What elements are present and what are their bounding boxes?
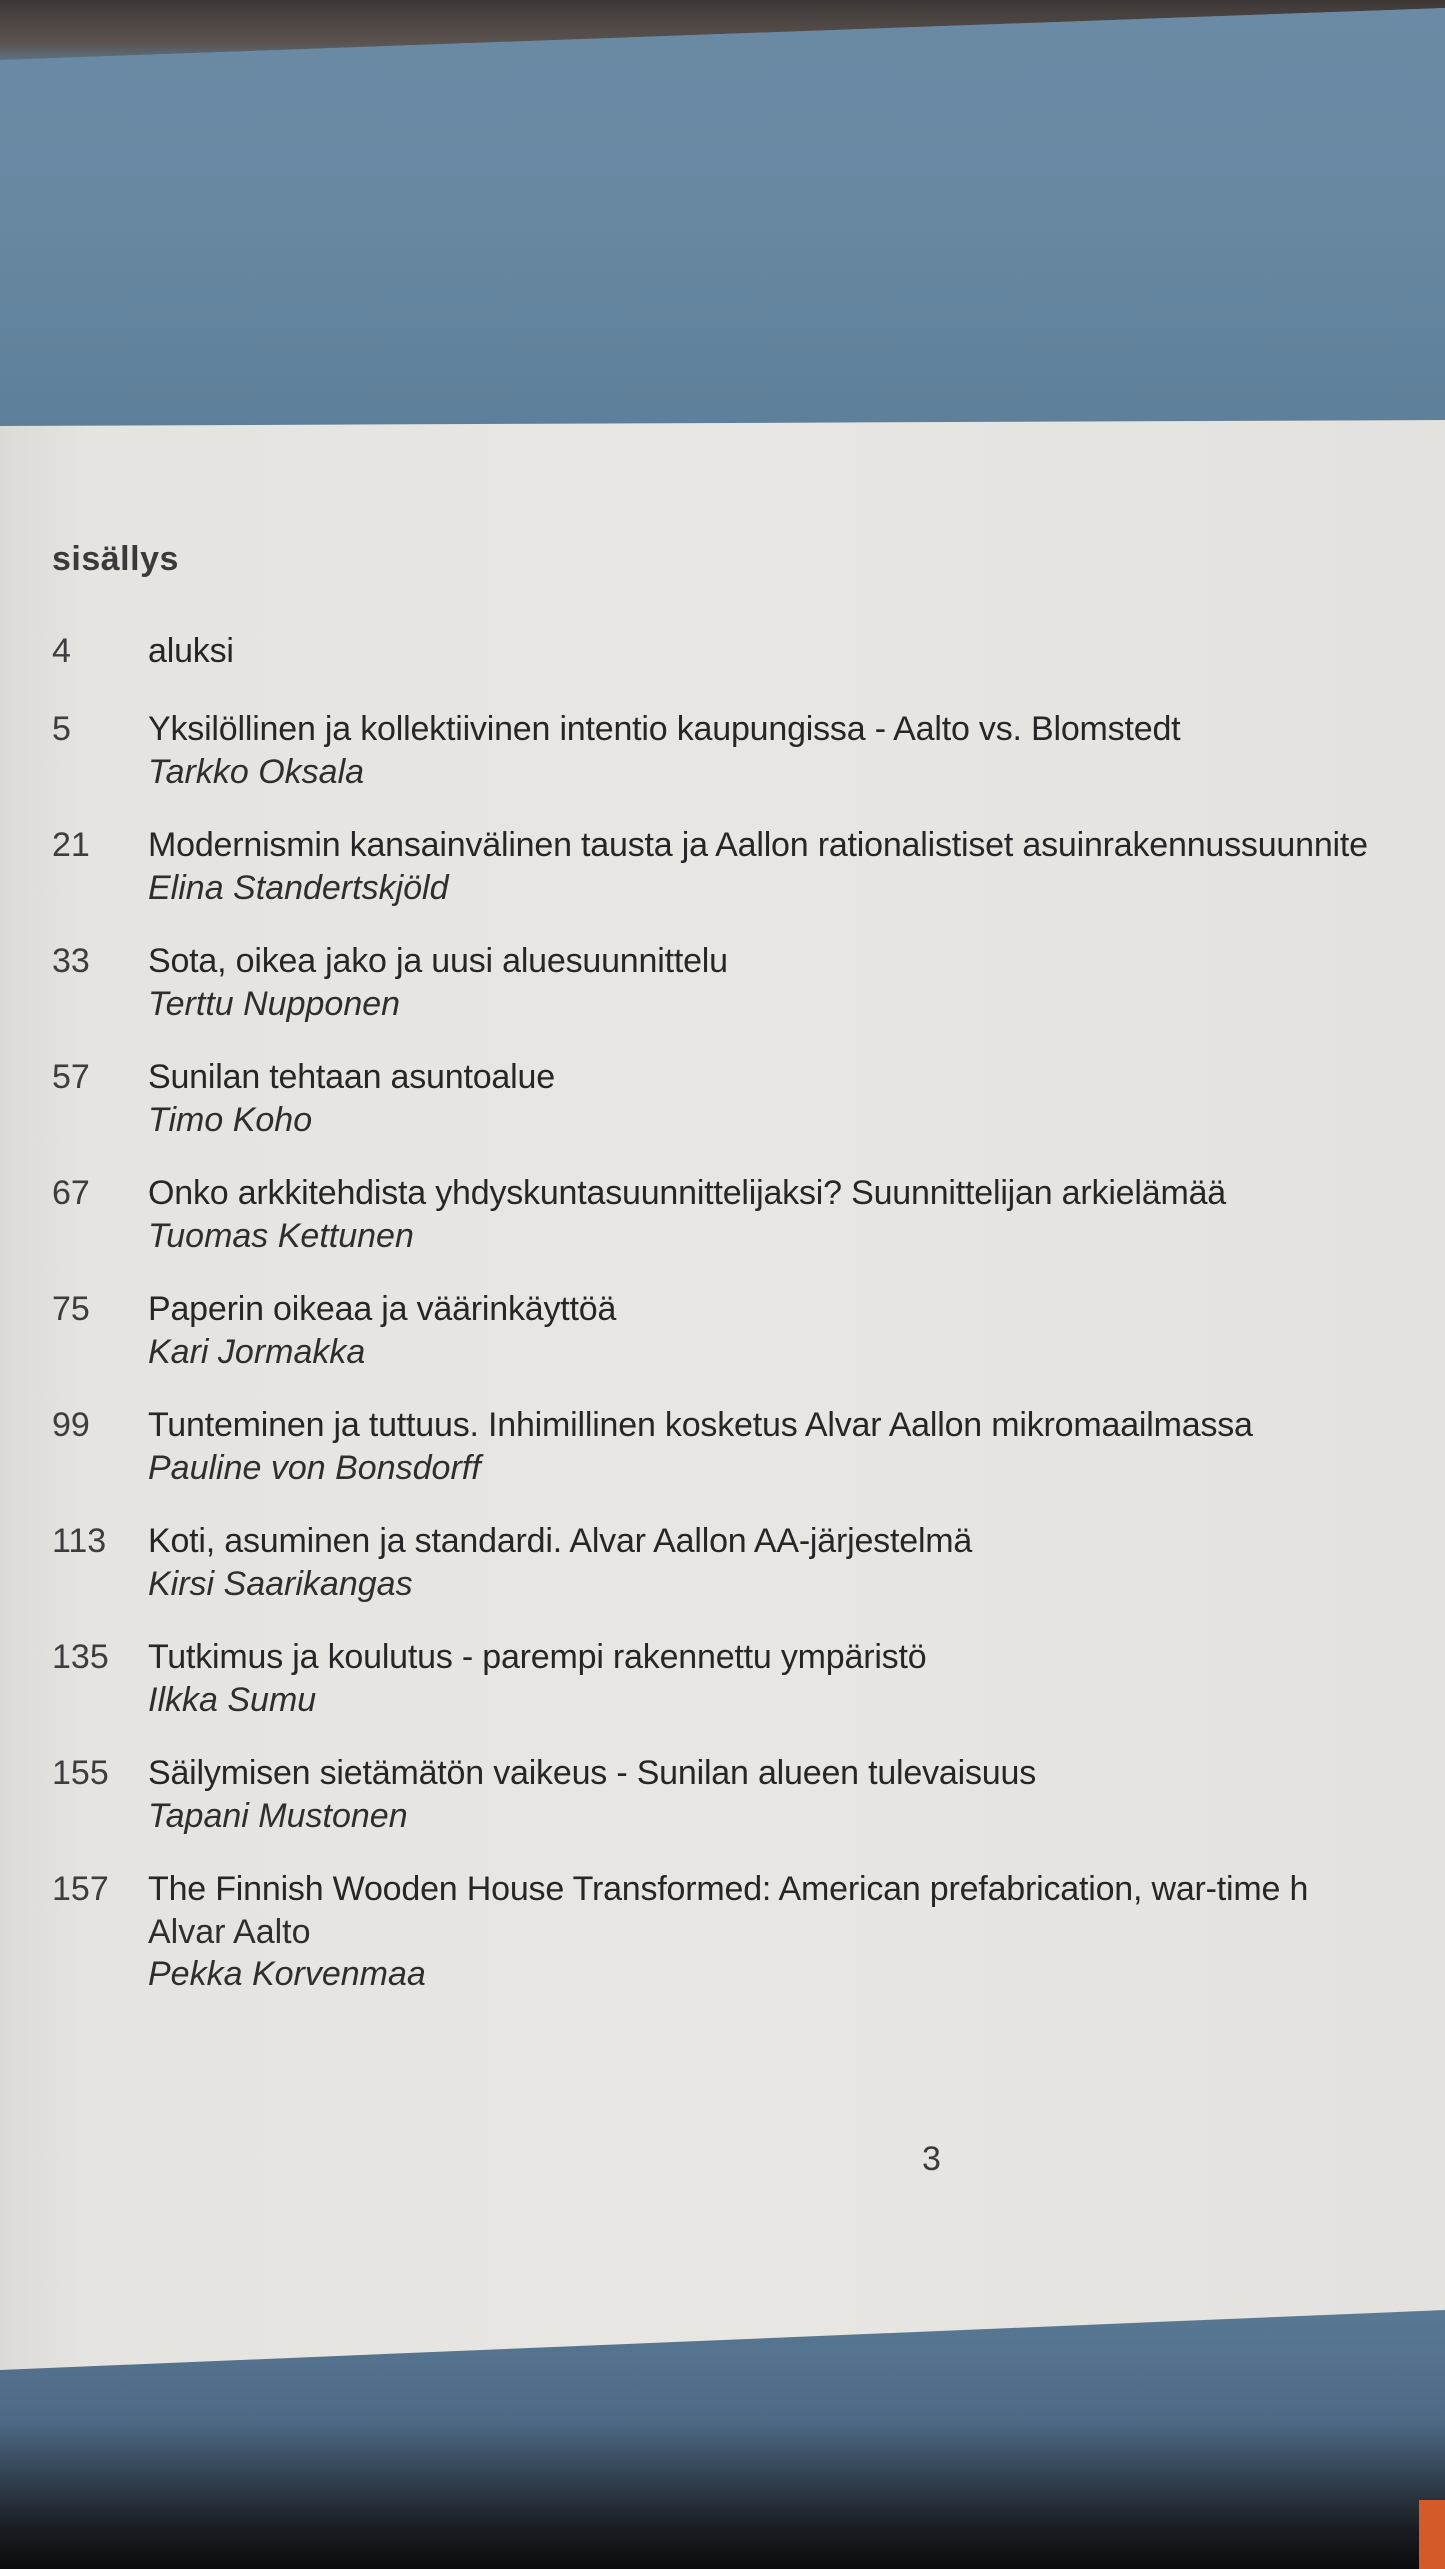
toc-author: Terttu Nupponen <box>148 985 401 1023</box>
toc-page-number: 75 <box>52 1290 90 1328</box>
toc-page-number: 21 <box>52 826 90 864</box>
toc-title: Koti, asuminen ja standardi. Alvar Aallon AA-järjestelmä <box>148 1522 973 1560</box>
toc-title: Tutkimus ja koulutus - parempi rakennettu ympäristö <box>148 1638 927 1676</box>
toc-page-number: 57 <box>52 1058 90 1096</box>
toc-author: Kari Jormakka <box>148 1333 366 1371</box>
toc-title: Tunteminen ja tuttuus. Inhimillinen kosketus Alvar Aallon mikromaailmassa <box>148 1406 1253 1444</box>
toc-title: The Finnish Wooden House Transformed: American prefabrication, war-time h <box>148 1870 1309 1908</box>
toc-entry <box>52 629 1445 673</box>
toc-entry-body <box>148 1171 1226 1257</box>
toc-page-number: 5 <box>52 710 71 748</box>
toc-entry <box>52 1403 1445 1489</box>
toc-entry <box>52 1867 1445 1995</box>
toc-entry-body <box>148 939 728 1025</box>
toc-entry <box>52 1171 1445 1257</box>
toc-entry-body <box>148 1403 1253 1489</box>
toc-title: aluksi <box>148 632 234 670</box>
toc-entry <box>52 939 1445 1025</box>
toc-page-number: 157 <box>52 1870 109 1908</box>
toc-entry-body <box>148 629 234 673</box>
toc-title: Yksilöllinen ja kollektiivinen intentio kaupungissa - Aalto vs. Blomstedt <box>148 710 1181 748</box>
toc-entry-body <box>148 1055 555 1141</box>
toc-entry <box>52 1635 1445 1721</box>
toc-author: Elina Standertskjöld <box>148 869 449 907</box>
toc-entry <box>52 1287 1445 1373</box>
toc-entry <box>52 823 1445 909</box>
orange-object <box>1419 2500 1445 2569</box>
toc-entry-body <box>148 1867 1308 1995</box>
toc-entry <box>52 1055 1445 1141</box>
toc-page-number: 135 <box>52 1638 109 1676</box>
toc-entry-body <box>148 1287 616 1373</box>
toc-title: Paperin oikeaa ja väärinkäyttöä <box>148 1290 617 1328</box>
toc-author: Tapani Mustonen <box>148 1797 408 1835</box>
table-of-contents <box>52 540 1445 2025</box>
toc-page-number: 33 <box>52 942 90 980</box>
toc-page-number: 4 <box>52 632 71 670</box>
toc-author: Tarkko Oksala <box>148 753 365 791</box>
toc-author: Timo Koho <box>148 1101 313 1139</box>
toc-list <box>52 629 1445 1995</box>
toc-page-number: 155 <box>52 1754 109 1792</box>
toc-entry-body <box>148 1635 926 1721</box>
toc-title: Sota, oikea jako ja uusi aluesuunnittelu <box>148 942 728 980</box>
toc-author: Tuomas Kettunen <box>148 1217 414 1255</box>
toc-author-upright: Alvar Aalto <box>148 1913 311 1951</box>
toc-page-number: 113 <box>52 1522 107 1560</box>
book-cover-top <box>0 0 1445 430</box>
toc-title: Modernismin kansainvälinen tausta ja Aallon rationalistiset asuinrakennussuunnite <box>148 826 1368 864</box>
toc-page-number: 67 <box>52 1174 90 1212</box>
toc-entry-body <box>148 823 1368 909</box>
toc-entry <box>52 1751 1445 1837</box>
toc-title: Sunilan tehtaan asuntoalue <box>148 1058 555 1096</box>
toc-entry-body <box>148 707 1180 793</box>
toc-heading: sisällys <box>52 540 179 578</box>
toc-entry-body <box>148 1519 972 1605</box>
toc-author: Pekka Korvenmaa <box>148 1955 426 1993</box>
toc-author: Ilkka Sumu <box>148 1681 317 1719</box>
toc-entry <box>52 707 1445 793</box>
toc-author: Pauline von Bonsdorff <box>148 1449 481 1487</box>
toc-author: Kirsi Saarikangas <box>148 1565 413 1603</box>
page-number: 3 <box>922 2140 941 2178</box>
toc-page-number: 99 <box>52 1406 90 1444</box>
toc-title: Onko arkkitehdista yhdyskuntasuunnittelijaksi? Suunnittelijan arkielämää <box>148 1174 1226 1212</box>
toc-title: Säilymisen sietämätön vaikeus - Sunilan alueen tulevaisuus <box>148 1754 1037 1792</box>
toc-entry-body <box>148 1751 1036 1837</box>
toc-entry <box>52 1519 1445 1605</box>
